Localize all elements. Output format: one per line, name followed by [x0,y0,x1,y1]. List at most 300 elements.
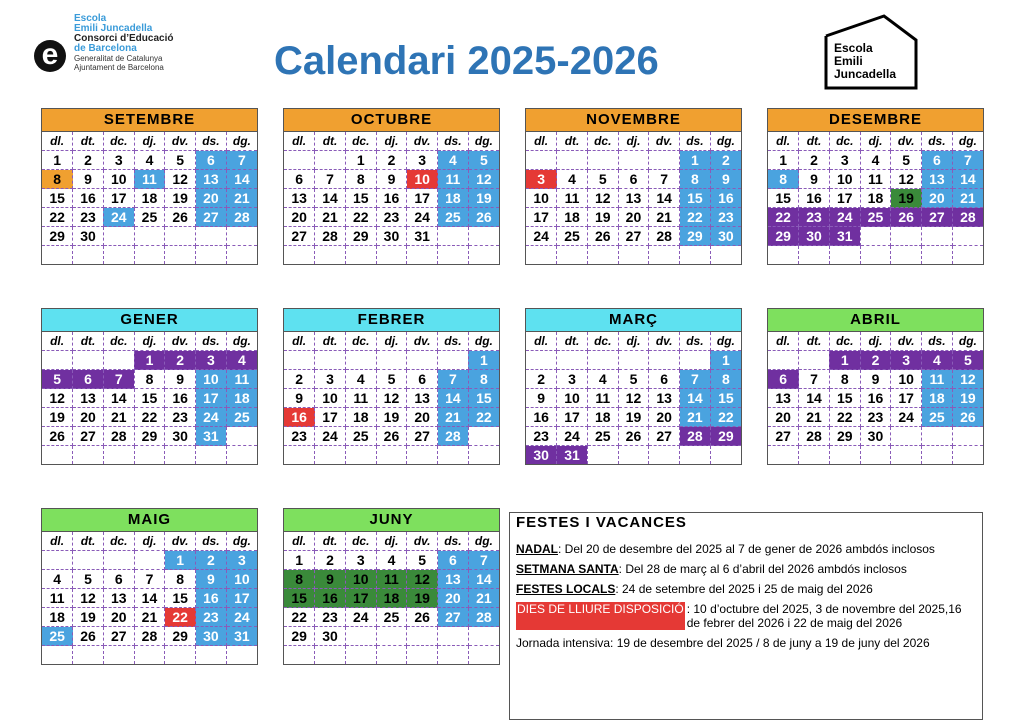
day-cell: 2 [376,151,407,170]
day-cell: 21 [134,608,165,627]
month-name: FEBRER [284,309,499,332]
day-cell: 5 [952,351,983,370]
weekday-label: dj. [134,332,165,351]
empty-day-cell [315,351,346,370]
weekday-label: dv. [407,532,438,551]
day-cell: 6 [922,151,953,170]
day-cell: 18 [376,589,407,608]
empty-day-cell [952,246,983,265]
weekday-label: dj. [134,132,165,151]
day-cell: 13 [438,570,469,589]
empty-day-cell [73,646,104,665]
day-cell: 6 [768,370,799,389]
empty-day-cell [438,246,469,265]
day-cell: 16 [860,389,891,408]
weekday-label: dl. [284,532,315,551]
day-cell: 28 [438,427,469,446]
day-cell: 16 [799,189,830,208]
day-cell: 17 [196,389,227,408]
empty-day-cell [73,446,104,465]
day-cell: 13 [649,389,680,408]
weekday-label: dt. [799,332,830,351]
day-cell: 19 [952,389,983,408]
empty-day-cell [438,646,469,665]
day-cell: 3 [526,170,557,189]
day-cell: 26 [618,427,649,446]
weekday-label: dc. [103,332,134,351]
day-cell: 11 [376,570,407,589]
empty-day-cell [922,246,953,265]
day-cell: 6 [407,370,438,389]
weekday-label: dv. [165,332,196,351]
weekday-label: dc. [587,332,618,351]
empty-day-cell [134,246,165,265]
weekday-label: dc. [829,132,860,151]
day-cell: 20 [649,408,680,427]
empty-day-cell [891,446,922,465]
day-cell: 16 [196,589,227,608]
day-cell: 24 [345,608,376,627]
day-cell: 13 [73,389,104,408]
day-cell: 10 [891,370,922,389]
logo-line: Escola [834,41,873,55]
day-cell: 15 [680,189,711,208]
day-cell: 4 [134,151,165,170]
day-cell: 26 [165,208,196,227]
day-cell: 17 [829,189,860,208]
day-cell: 9 [526,389,557,408]
weekday-label: dv. [891,132,922,151]
day-cell: 1 [710,351,741,370]
empty-day-cell [649,446,680,465]
free-days-label: DIES DE LLIURE DISPOSICIÓ [516,602,685,630]
day-cell: 25 [345,427,376,446]
empty-day-cell [649,151,680,170]
empty-day-cell [134,551,165,570]
day-cell: 18 [860,189,891,208]
weekday-label: dt. [73,332,104,351]
day-cell: 19 [587,208,618,227]
day-cell: 25 [860,208,891,227]
day-cell: 11 [345,389,376,408]
day-cell: 9 [799,170,830,189]
day-cell: 2 [526,370,557,389]
month-name: OCTUBRE [284,109,499,132]
day-cell: 15 [134,389,165,408]
weekday-label: ds. [196,332,227,351]
day-cell: 9 [284,389,315,408]
day-cell: 2 [165,351,196,370]
day-cell: 24 [891,408,922,427]
day-cell: 14 [799,389,830,408]
day-cell: 23 [799,208,830,227]
day-cell: 27 [618,227,649,246]
empty-day-cell [587,246,618,265]
day-cell: 27 [284,227,315,246]
day-cell: 29 [680,227,711,246]
weekday-label: dl. [284,332,315,351]
empty-day-cell [165,446,196,465]
day-cell: 20 [407,408,438,427]
day-cell: 10 [557,389,588,408]
empty-day-cell [649,246,680,265]
weekday-label: dc. [345,332,376,351]
day-cell: 15 [345,189,376,208]
empty-day-cell [860,227,891,246]
day-cell: 28 [315,227,346,246]
empty-day-cell [42,351,73,370]
day-cell: 20 [196,189,227,208]
empty-day-cell [226,227,257,246]
day-cell: 24 [526,227,557,246]
empty-day-cell [73,246,104,265]
empty-day-cell [103,351,134,370]
day-cell: 31 [196,427,227,446]
empty-day-cell [526,246,557,265]
day-cell: 28 [952,208,983,227]
holidays-title: FESTES I VACANCES [516,514,687,531]
empty-day-cell [860,446,891,465]
day-cell: 12 [376,389,407,408]
day-cell: 1 [284,551,315,570]
day-cell: 2 [799,151,830,170]
day-cell: 1 [829,351,860,370]
day-cell: 6 [438,551,469,570]
month-name: JUNY [284,509,499,532]
empty-day-cell [73,351,104,370]
day-cell: 29 [768,227,799,246]
empty-day-cell [407,627,438,646]
empty-day-cell [345,351,376,370]
empty-day-cell [618,151,649,170]
day-cell: 19 [165,189,196,208]
day-cell: 10 [407,170,438,189]
day-cell: 16 [165,389,196,408]
empty-day-cell [468,427,499,446]
day-cell: 4 [226,351,257,370]
day-cell: 28 [649,227,680,246]
free-days-text: : 10 d’octubre del 2025, 3 de novembre del 2025,16 de febrer del 2026 i 22 de maig del 2026 [686,602,962,630]
day-cell: 7 [952,151,983,170]
day-cell: 4 [587,370,618,389]
month-calendar [283,108,500,265]
empty-day-cell [680,246,711,265]
day-cell: 22 [468,408,499,427]
day-cell: 31 [557,446,588,465]
empty-day-cell [922,227,953,246]
empty-day-cell [587,446,618,465]
logo-line: Juncadella [834,67,897,81]
weekday-label: ds. [196,132,227,151]
day-cell: 31 [226,627,257,646]
logo-line: Escola [74,13,107,24]
day-cell: 6 [73,370,104,389]
day-cell: 2 [710,151,741,170]
day-cell: 10 [226,570,257,589]
weekday-label: dj. [618,332,649,351]
day-cell: 1 [165,551,196,570]
holiday-item [516,562,976,576]
day-cell: 15 [42,189,73,208]
day-cell: 30 [315,627,346,646]
intensive-schedule: Jornada intensiva: 19 de desembre del 2025 / 8 de juny a 19 de juny del 2026 [516,636,930,650]
day-cell: 21 [438,408,469,427]
holiday-label: SETMANA SANTA [516,562,619,576]
empty-day-cell [526,351,557,370]
day-cell: 30 [799,227,830,246]
day-cell: 2 [860,351,891,370]
day-cell: 20 [103,608,134,627]
empty-day-cell [226,646,257,665]
day-cell: 19 [73,608,104,627]
empty-day-cell [618,246,649,265]
day-cell: 28 [226,208,257,227]
day-cell: 4 [922,351,953,370]
empty-day-cell [376,446,407,465]
empty-day-cell [438,227,469,246]
school-logo-text [74,14,173,72]
logo-line: de Barcelona [74,43,137,54]
day-cell: 27 [407,427,438,446]
weekday-label: dv. [165,532,196,551]
day-cell: 9 [376,170,407,189]
day-cell: 9 [315,570,346,589]
weekday-label: dc. [587,132,618,151]
month-calendar [41,508,258,665]
day-cell: 24 [315,427,346,446]
day-cell: 23 [860,408,891,427]
day-cell: 12 [587,189,618,208]
empty-day-cell [73,551,104,570]
day-cell: 8 [134,370,165,389]
day-cell: 7 [649,170,680,189]
empty-day-cell [315,646,346,665]
day-cell: 28 [680,427,711,446]
day-cell: 18 [557,208,588,227]
day-cell: 24 [407,208,438,227]
empty-day-cell [891,427,922,446]
holiday-item [516,602,976,630]
empty-day-cell [165,246,196,265]
weekday-label: dg. [710,132,741,151]
day-cell: 12 [618,389,649,408]
weekday-label: dc. [345,132,376,151]
weekday-label: dt. [799,132,830,151]
empty-day-cell [468,646,499,665]
month-calendar [41,108,258,265]
day-cell: 20 [618,208,649,227]
day-cell: 8 [42,170,73,189]
day-cell: 20 [922,189,953,208]
day-cell: 15 [768,189,799,208]
day-cell: 1 [680,151,711,170]
month-calendar [525,308,742,465]
day-cell: 1 [468,351,499,370]
day-cell: 12 [165,170,196,189]
empty-day-cell [710,246,741,265]
day-cell: 18 [42,608,73,627]
day-cell: 13 [922,170,953,189]
day-cell: 25 [587,427,618,446]
weekday-label: dt. [73,132,104,151]
escola-e-logo-icon: e [34,40,66,72]
month-name: MARÇ [526,309,741,332]
day-cell: 8 [680,170,711,189]
day-cell: 29 [134,427,165,446]
day-cell: 5 [407,551,438,570]
weekday-label: dj. [134,532,165,551]
empty-day-cell [103,227,134,246]
day-cell: 7 [315,170,346,189]
day-cell: 10 [829,170,860,189]
empty-day-cell [284,151,315,170]
weekday-label: dj. [860,332,891,351]
day-cell: 30 [165,427,196,446]
empty-day-cell [799,246,830,265]
month-calendar [283,508,500,665]
day-cell: 1 [134,351,165,370]
day-cell: 5 [587,170,618,189]
day-cell: 7 [468,551,499,570]
day-cell: 4 [438,151,469,170]
day-cell: 23 [526,427,557,446]
day-cell: 27 [922,208,953,227]
day-cell: 5 [468,151,499,170]
day-cell: 12 [407,570,438,589]
day-cell: 11 [922,370,953,389]
weekday-label: ds. [922,132,953,151]
day-cell: 22 [710,408,741,427]
empty-day-cell [196,227,227,246]
day-cell: 2 [73,151,104,170]
day-cell: 28 [103,427,134,446]
day-cell: 7 [103,370,134,389]
day-cell: 26 [587,227,618,246]
day-cell: 18 [134,189,165,208]
day-cell: 2 [284,370,315,389]
empty-day-cell [42,246,73,265]
empty-day-cell [952,427,983,446]
day-cell: 29 [165,627,196,646]
weekday-label: dg. [226,332,257,351]
day-cell: 1 [42,151,73,170]
logo-line: Generalitat de Catalunya [74,54,163,63]
day-cell: 18 [438,189,469,208]
day-cell: 5 [376,370,407,389]
empty-day-cell [284,351,315,370]
day-cell: 11 [557,189,588,208]
house-logo-text [834,42,896,81]
day-cell: 3 [829,151,860,170]
day-cell: 3 [226,551,257,570]
weekday-label: dj. [376,332,407,351]
day-cell: 22 [134,408,165,427]
day-cell: 23 [73,208,104,227]
empty-day-cell [587,351,618,370]
day-cell: 25 [226,408,257,427]
day-cell: 18 [587,408,618,427]
day-cell: 29 [829,427,860,446]
empty-day-cell [196,646,227,665]
empty-day-cell [587,151,618,170]
weekday-label: dl. [42,332,73,351]
empty-day-cell [710,446,741,465]
day-cell: 24 [226,608,257,627]
day-cell: 18 [226,389,257,408]
day-cell: 13 [768,389,799,408]
empty-day-cell [557,351,588,370]
day-cell: 26 [376,427,407,446]
empty-day-cell [557,246,588,265]
day-cell: 27 [103,627,134,646]
day-cell: 8 [165,570,196,589]
empty-day-cell [103,246,134,265]
day-cell: 8 [468,370,499,389]
day-cell: 26 [407,608,438,627]
empty-day-cell [134,227,165,246]
empty-day-cell [103,646,134,665]
weekday-label: dg. [952,332,983,351]
empty-day-cell [768,246,799,265]
day-cell: 16 [73,189,104,208]
day-cell: 20 [768,408,799,427]
empty-day-cell [438,627,469,646]
day-cell: 16 [710,189,741,208]
day-cell: 14 [226,170,257,189]
empty-day-cell [799,351,830,370]
day-cell: 24 [829,208,860,227]
day-cell: 27 [196,208,227,227]
day-cell: 22 [829,408,860,427]
day-cell: 25 [42,627,73,646]
weekday-label: ds. [438,532,469,551]
day-cell: 5 [891,151,922,170]
weekday-label: dg. [226,132,257,151]
weekday-label: dl. [526,132,557,151]
day-cell: 28 [134,627,165,646]
empty-day-cell [557,151,588,170]
weekday-label: dj. [376,532,407,551]
empty-day-cell [407,351,438,370]
holiday-text: : 24 de setembre del 2025 i 25 de maig del 2026 [615,582,873,596]
empty-day-cell [680,351,711,370]
day-cell: 26 [42,427,73,446]
day-cell: 14 [103,389,134,408]
day-cell: 21 [799,408,830,427]
day-cell: 21 [649,208,680,227]
day-cell: 12 [42,389,73,408]
day-cell: 19 [376,408,407,427]
empty-day-cell [315,246,346,265]
empty-day-cell [768,351,799,370]
day-cell: 11 [134,170,165,189]
day-cell: 30 [526,446,557,465]
day-cell: 21 [315,208,346,227]
day-cell: 11 [587,389,618,408]
weekday-label: dl. [42,132,73,151]
day-cell: 22 [768,208,799,227]
empty-day-cell [468,446,499,465]
day-cell: 6 [618,170,649,189]
empty-day-cell [196,246,227,265]
weekday-label: dt. [557,132,588,151]
day-cell: 20 [284,208,315,227]
day-cell: 10 [526,189,557,208]
empty-day-cell [922,446,953,465]
empty-day-cell [618,351,649,370]
holiday-item [516,542,976,556]
empty-day-cell [284,446,315,465]
